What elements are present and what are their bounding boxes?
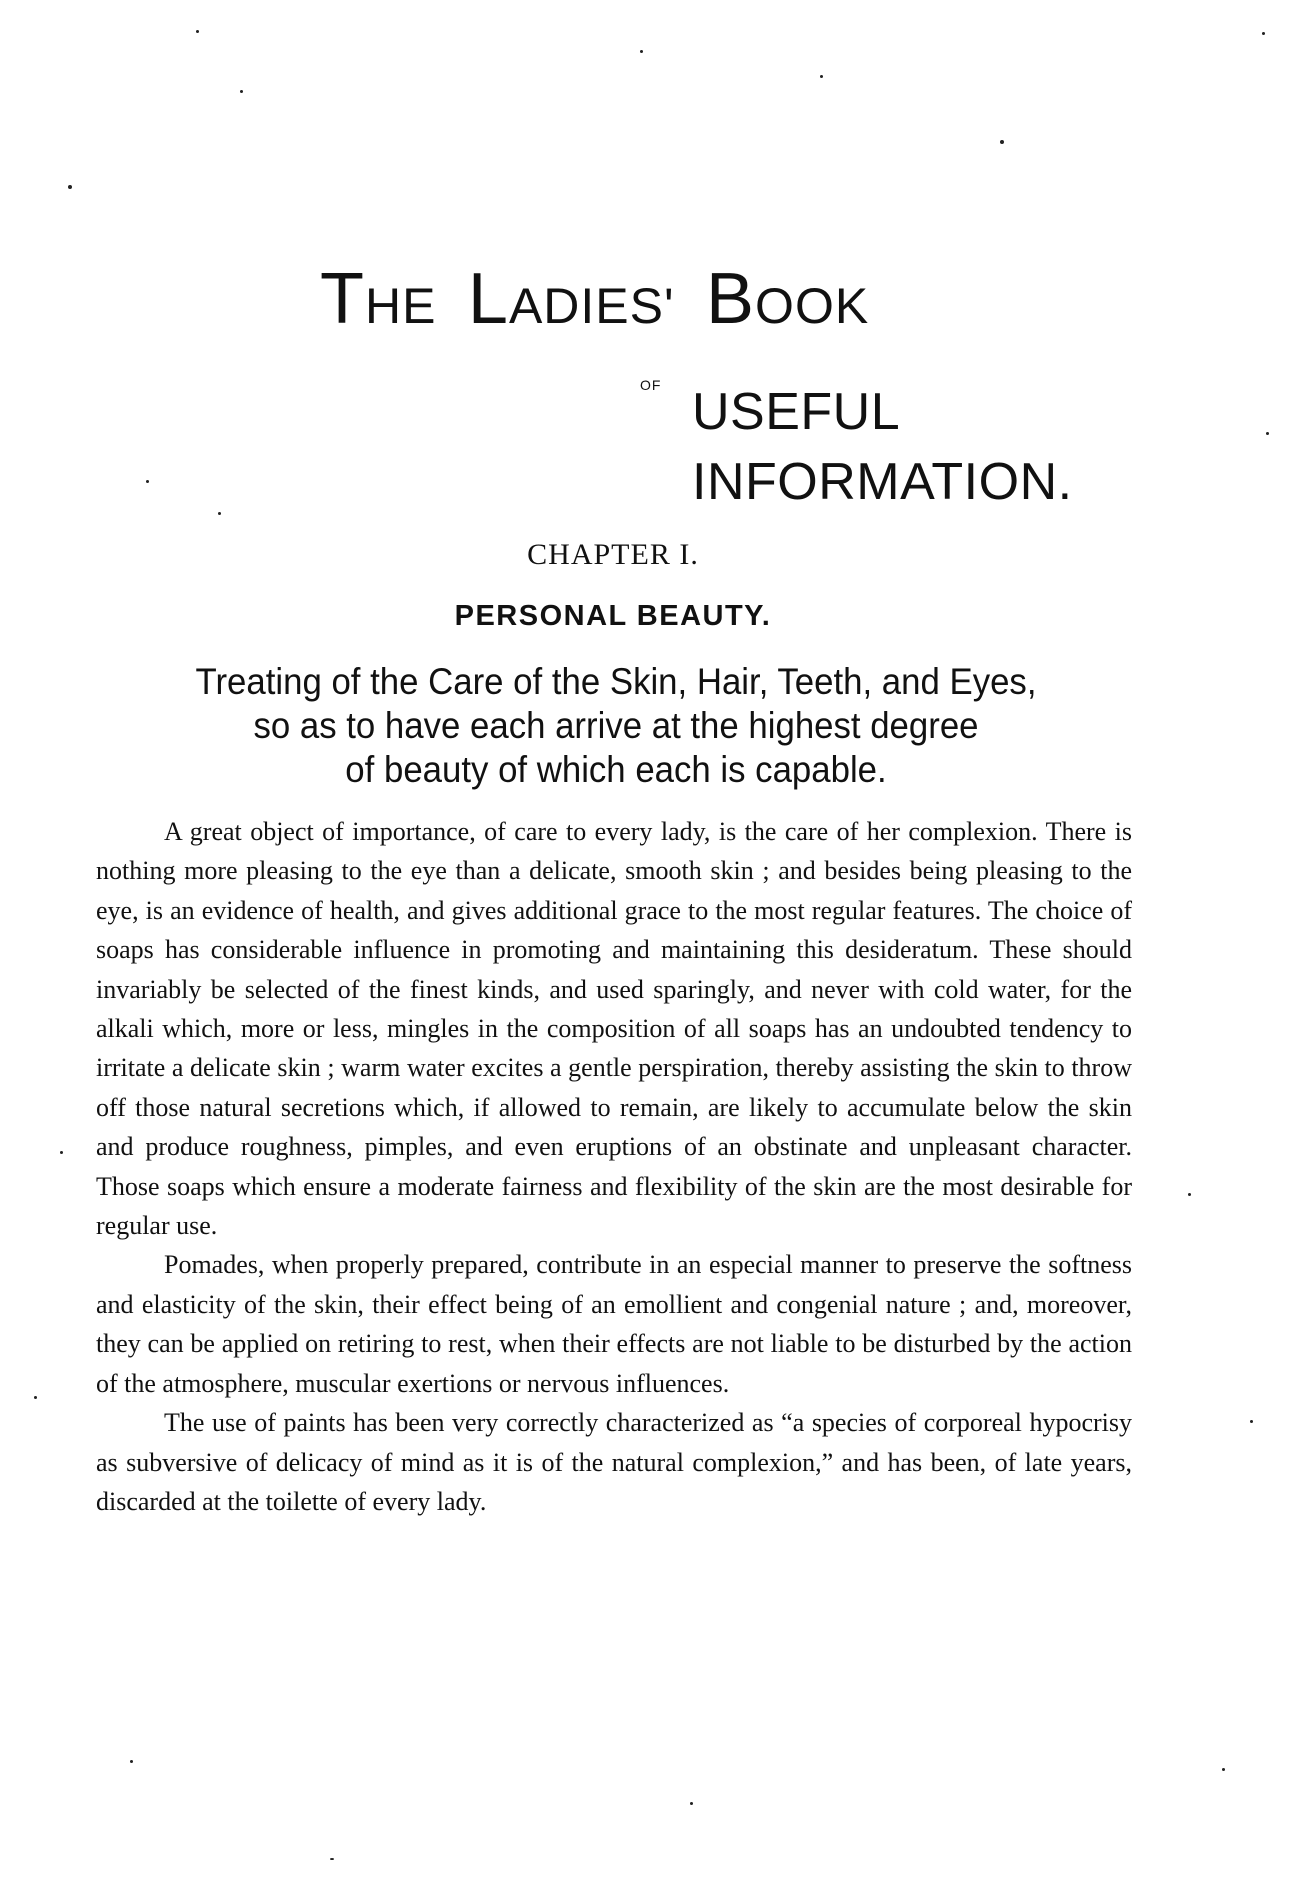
- title-word-the: [320, 259, 437, 339]
- title-word-ladies: [467, 259, 675, 339]
- speckle: [1000, 140, 1004, 144]
- speckle: [640, 50, 643, 53]
- speckle: [1266, 432, 1269, 435]
- speckle: [1188, 1193, 1191, 1196]
- paragraph-1: A great object of importance, of care to every lady, is the care of her complexion. There is nothing more pleasing to the eye than a delicate, smooth skin ; and besides being pleasing to the eye, is an evidence of health, and gives additional grace to the most regular features. The choice of soaps has considerable influence in promoting and maintaining this desideratum. These should invariably be selected of the finest kinds, and used sparingly, and never with cold water, for the alkali which, more or less, mingles in the composition of all soaps has an undoubted tendency to irritate a delicate skin ; warm water excites a gentle perspiration, thereby assisting the skin to throw off those natural secretions which, if allowed to remain, are likely to accumulate below the skin and produce roughness, pimples, and even eruptions of an obstinate and unpleasant character. Those soaps which ensure a moderate fairness and flexibility of the skin are the most desirable for regular use.: [96, 817, 1132, 1241]
- speckle: [1222, 1768, 1225, 1771]
- title-of: OF: [640, 377, 662, 393]
- speckle: [60, 1151, 63, 1154]
- speckle: [130, 1760, 133, 1763]
- speckle: [68, 185, 72, 189]
- title-word-book: [706, 259, 870, 339]
- speckle: [34, 1396, 37, 1399]
- title-rest: HE: [364, 278, 437, 334]
- chapter-summary: [127, 660, 1105, 792]
- summary-line-3: of beauty of which each is capable.: [345, 749, 887, 790]
- speckle: [218, 512, 221, 515]
- chapter-heading: CHAPTER I.: [527, 538, 699, 571]
- title-rest: ADIES': [508, 278, 675, 334]
- paragraph-2: Pomades, when properly prepared, contribute in an especial manner to preserve the softness and elasticity of the skin, their effect being of an emollient and congenial nature ; and, moreover, they can be applied on retiring to rest, when their effects are not liable to be disturbed by the action of the atmosphere, muscular exertions or nervous influences.: [96, 1250, 1132, 1398]
- speckle: [330, 1858, 334, 1860]
- book-title: [320, 258, 895, 340]
- body-text: [96, 812, 1132, 1521]
- paragraph-3: The use of paints has been very correctly characterized as “a species of corporeal hypocrisy as subversive of delicacy of mind as it is of the natural complexion,” and has been, of late years, discarded at the toilette of every lady.: [96, 1408, 1132, 1516]
- title-initial: L: [467, 259, 509, 339]
- speckle: [820, 75, 823, 78]
- title-rest: OOK: [755, 278, 870, 334]
- speckle: [196, 30, 199, 33]
- subtitle-line-2: INFORMATION.: [692, 453, 1073, 511]
- summary-line-2: so as to have each arrive at the highest degree: [253, 705, 979, 746]
- speckle: [146, 480, 149, 483]
- speckle: [240, 90, 243, 93]
- summary-line-1: Treating of the Care of the Skin, Hair, Teeth, and Eyes,: [195, 661, 1037, 702]
- subtitle-line-1: USEFUL: [692, 383, 901, 441]
- section-heading: PERSONAL BEAUTY.: [454, 600, 772, 632]
- speckle: [1262, 32, 1265, 35]
- title-initial: T: [320, 259, 365, 339]
- speckle: [1250, 1420, 1253, 1423]
- speckle: [690, 1802, 693, 1805]
- title-initial: B: [706, 259, 756, 339]
